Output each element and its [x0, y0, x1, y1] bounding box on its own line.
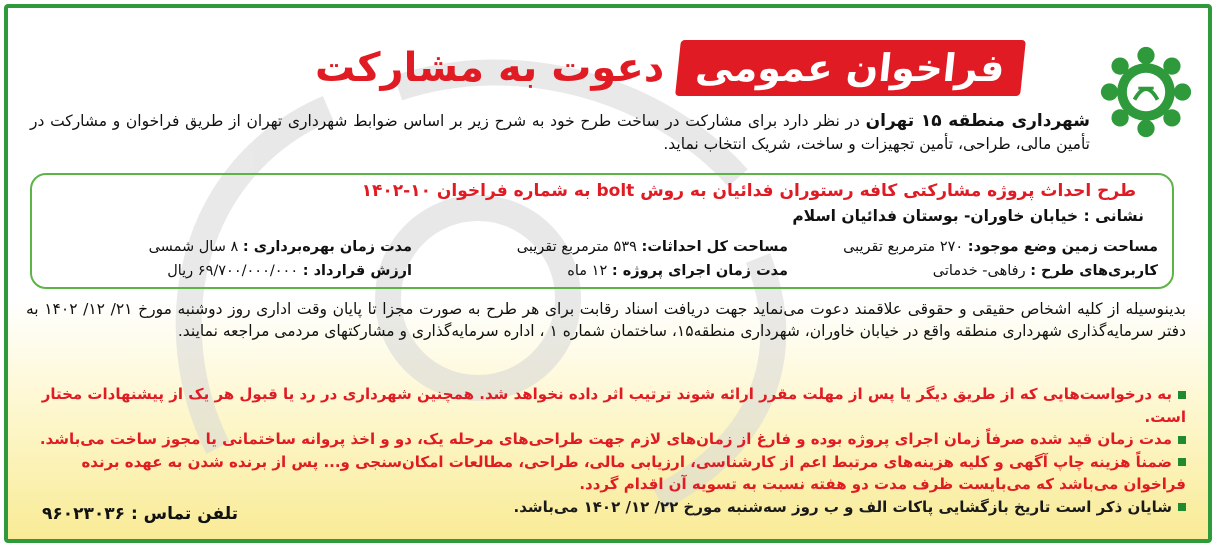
- bullet-item: مدت زمان قید شده صرفاً زمان اجرای پروژه بوده و فارغ از زمان‌های لازم جهت طراحی‌های مرحله یک، دو و اخذ پروانه ساختمانی یا مجوز ساخت می‌باشد.: [26, 428, 1186, 451]
- title-highlight: فراخوان عمومی: [675, 40, 1026, 96]
- land-area: [843, 239, 1158, 255]
- tehran-municipality-logo: [1098, 44, 1194, 140]
- operation-period-value: ۸ سال شمسی: [148, 239, 239, 255]
- bullet-item: ضمناً هزینه چاپ آگهی و کلیه هزینه‌های مرتبط اعم از کارشناسی، ارزیابی مالی، طراحی، مطالعات امکان‌سنجی و... پس از برنده شدن به عهده برنده فراخوان می‌باشد که می‌بایست ظرف مدت دو هفته نسبت به تسویه آن اقدام گردد.: [81, 452, 1186, 493]
- notice-title: [223, 36, 1023, 100]
- project-title: طرح احداث پروژه مشارکتی کافه رستوران فدائیان به روش bolt به شماره فراخوان ۱۰-۱۴۰۲: [361, 181, 1136, 201]
- bullet-list: [26, 383, 1186, 518]
- contact-phone: [42, 504, 238, 524]
- organization-name: شهرداری منطقه ۱۵ تهران: [865, 111, 1090, 131]
- total-area: [517, 239, 788, 255]
- total-area-value: ۵۳۹ مترمربع تقریبی: [516, 239, 637, 255]
- phone-label: تلفن تماس :: [130, 504, 239, 524]
- duration-label: مدت زمان اجرای پروژه :: [611, 263, 788, 279]
- project-address: [792, 207, 1144, 225]
- land-area-value: ۲۷۰ مترمربع تقریبی: [843, 239, 964, 255]
- usage: [933, 263, 1158, 279]
- address-label: نشانی :: [1083, 207, 1144, 225]
- contract-value: [167, 263, 412, 279]
- square-bullet-icon: [1178, 436, 1186, 444]
- address-value: خیابان خاوران- بوستان فدائیان اسلام: [792, 207, 1079, 225]
- phone-value: ۹۶۰۲۳۰۳۶: [42, 504, 126, 524]
- notice-frame: [4, 4, 1212, 543]
- square-bullet-icon: [1178, 503, 1186, 511]
- contract-value-value: ۶۹/۷۰۰/۰۰۰/۰۰۰ ریال: [167, 263, 299, 279]
- usage-value: رفاهی- خدماتی: [932, 263, 1026, 279]
- project-duration: [567, 263, 788, 279]
- bullet-item: به درخواست‌هایی که از طریق دیگر یا پس از مهلت مقرر ارائه شوند ترتیب اثر داده نخواهد شد. همچنین شهرداری در رد یا قبول هر یک از پیشنهادات مختار است.: [41, 385, 1186, 426]
- duration-value: ۱۲ ماه: [567, 263, 608, 279]
- contract-value-label: ارزش قرارداد :: [302, 263, 412, 279]
- title-rest: دعوت به مشارکت: [314, 45, 665, 91]
- square-bullet-icon: [1178, 391, 1186, 399]
- intro-paragraph: [30, 110, 1090, 156]
- usage-label: کاربری‌های طرح :: [1030, 263, 1158, 279]
- total-area-label: مساحت کل احداثات:: [641, 239, 788, 255]
- bullet-item: شایان ذکر است تاریخ بازگشایی پاکات الف و ب روز سه‌شنبه مورخ ۲۲/ ۱۲/ ۱۴۰۲ می‌باشد.: [26, 496, 1186, 519]
- project-details-box: [30, 173, 1174, 289]
- operation-period-label: مدت زمان بهره‌برداری :: [242, 239, 412, 255]
- intro-text: در نظر دارد برای مشارکت در ساخت طرح خود به شرح زیر بر اساس ضوابط شهرداری تهران از طریق فراخوان و مشارکت در تأمین مالی، طراحی، تأمین تجهیزات و ساخت، شریک انتخاب نماید.: [30, 112, 1090, 153]
- operation-period: [149, 239, 412, 255]
- square-bullet-icon: [1178, 458, 1186, 466]
- body-paragraph: بدینوسیله از کلیه اشخاص حقیقی و حقوقی علاقمند دعوت می‌نماید جهت دریافت اسناد رقابت برای هر طرح به صورت مجزا تا پایان وقت اداری روز دوشنبه مورخ ۲۱/ ۱۲/ ۱۴۰۲ به دفتر سرمایه‌گذاری شهرداری منطقه واقع در خیابان خاوران، شهرداری منطقه۱۵، ساختمان شماره ۱ ، اداره سرمایه‌گذاری و مشارکتهای مردمی مراجعه نمایند.: [26, 300, 1186, 340]
- land-area-label: مساحت زمین وضع موجود:: [967, 239, 1158, 255]
